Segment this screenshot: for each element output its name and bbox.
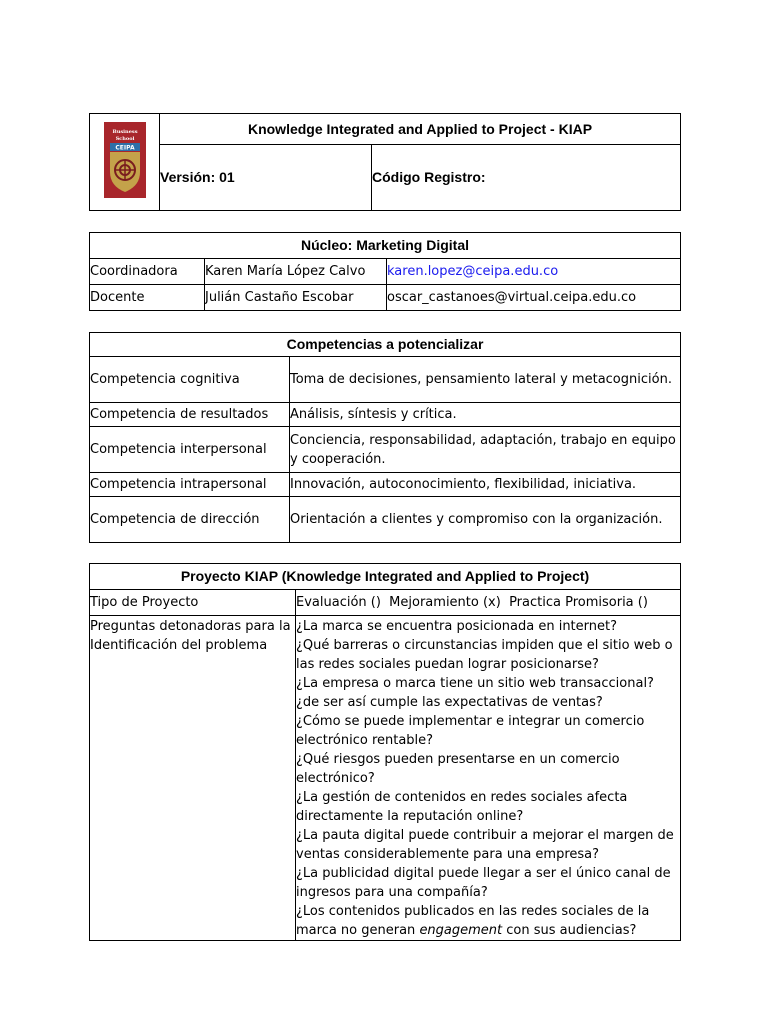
table-row (90, 357, 681, 403)
table-row (90, 285, 681, 311)
logo-icon (104, 122, 146, 198)
competencia-desc: Toma de decisiones, pensamiento lateral y metacognición. (290, 357, 681, 403)
competencias-title: Competencias a potencializar (90, 333, 681, 357)
list-item: ¿Cómo se puede implementar e integrar un comercio electrónico rentable? (296, 714, 645, 748)
header-table (89, 113, 681, 211)
list-item: ¿Qué barreras o circunstancias impiden que el sitio web o las redes sociales puedan lograr posicionarse? (296, 638, 673, 672)
list-item (296, 902, 680, 940)
table-row (90, 403, 681, 427)
competencia-name: Competencia de dirección (90, 497, 290, 543)
ceipa-logo (90, 114, 160, 211)
preguntas-label: Preguntas detonadoras para la Identificación del problema (90, 616, 296, 941)
svg-text:School: School (115, 135, 134, 142)
name-cell: Julián Castaño Escobar (205, 285, 387, 311)
question-text: ¿Los contenidos publicados en las redes sociales de la marca no generan (296, 904, 650, 938)
svg-text:Business: Business (111, 128, 138, 135)
competencia-name: Competencia de resultados (90, 403, 290, 427)
competencia-name: Competencia intrapersonal (90, 473, 290, 497)
competencia-desc: Análisis, síntesis y crítica. (290, 403, 681, 427)
competencia-desc: Innovación, autoconocimiento, flexibilidad, iniciativa. (290, 473, 681, 497)
list-item: ¿La pauta digital puede contribuir a mejorar el margen de ventas considerablemente para una empresa? (296, 828, 674, 862)
document-title: Knowledge Integrated and Applied to Project - KIAP (160, 114, 681, 145)
nucleo-title: Núcleo: Marketing Digital (90, 233, 681, 259)
competencias-table (89, 332, 681, 543)
proyecto-title: Proyecto KIAP (Knowledge Integrated and Applied to Project) (90, 564, 681, 590)
proyecto-table (89, 563, 681, 941)
svg-text:CEIPA: CEIPA (114, 144, 135, 151)
question-text: con sus audiencias? (502, 923, 637, 938)
preguntas-list (296, 616, 681, 941)
email-cell: oscar_castanoes@virtual.ceipa.edu.co (387, 285, 681, 311)
list-item: ¿La marca se encuentra posicionada en internet? (296, 619, 618, 634)
engagement-term: engagement (419, 923, 503, 938)
table-row (90, 590, 681, 616)
table-row (90, 497, 681, 543)
table-row (90, 473, 681, 497)
table-row (90, 427, 681, 473)
tipo-value: Evaluación () Mejoramiento (x) Practica Promisoria () (296, 590, 681, 616)
table-row (90, 259, 681, 285)
tipo-label: Tipo de Proyecto (90, 590, 296, 616)
list-item: ¿La gestión de contenidos en redes sociales afecta directamente la reputación online? (296, 790, 628, 824)
nucleo-table (89, 232, 681, 311)
table-row (90, 616, 681, 941)
competencia-desc: Conciencia, responsabilidad, adaptación, trabajo en equipo y cooperación. (290, 427, 681, 473)
list-item: ¿La publicidad digital puede llegar a ser el único canal de ingresos para una compañía? (296, 866, 671, 900)
role-cell: Docente (90, 285, 205, 311)
role-cell: Coordinadora (90, 259, 205, 285)
list-item: ¿La empresa o marca tiene un sitio web transaccional? ¿de ser así cumple las expectativas de ventas? (296, 676, 654, 710)
competencia-name: Competencia cognitiva (90, 357, 290, 403)
version-label: Versión: 01 (160, 145, 372, 211)
registro-label: Código Registro: (372, 145, 681, 211)
coordinadora-email-link[interactable]: karen.lopez@ceipa.edu.co (387, 264, 559, 279)
name-cell: Karen María López Calvo (205, 259, 387, 285)
competencia-desc: Orientación a clientes y compromiso con la organización. (290, 497, 681, 543)
list-item: ¿Qué riesgos pueden presentarse en un comercio electrónico? (296, 752, 620, 786)
competencia-name: Competencia interpersonal (90, 427, 290, 473)
